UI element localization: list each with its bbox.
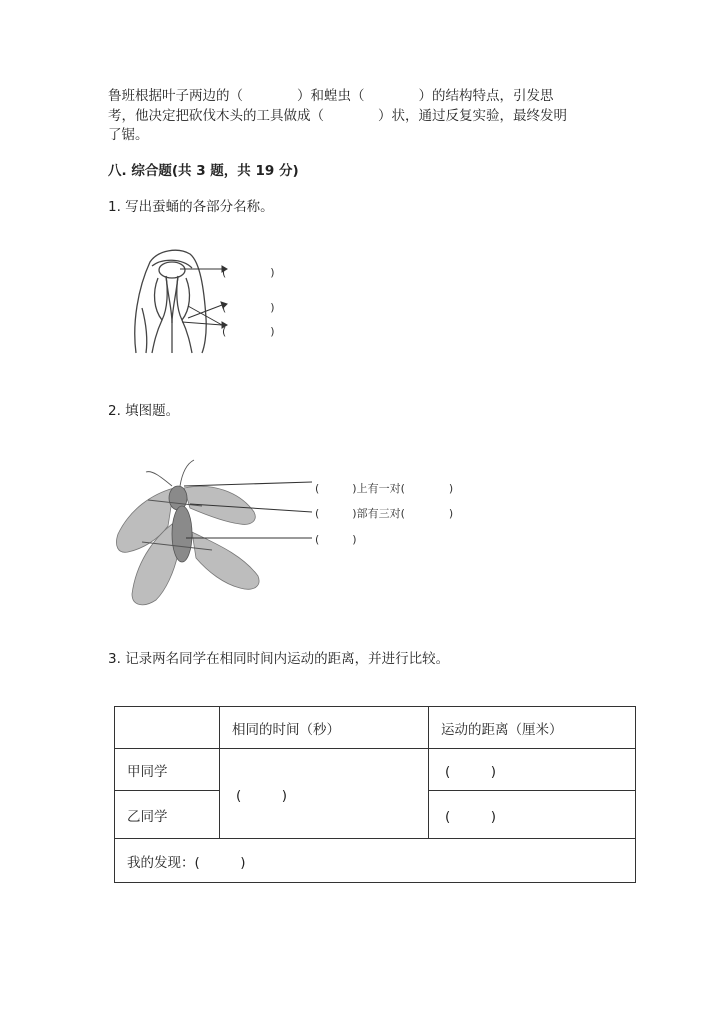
moth-illustration: [112, 454, 312, 614]
intro-line-3: 了锯。: [108, 127, 149, 143]
student-a-name: 甲同学: [115, 749, 220, 791]
distance-record-table: [114, 706, 636, 883]
intro-line-1: 鲁班根据叶子两边的（ ）和蝗虫（ ）的结构特点，引发思: [108, 88, 554, 104]
table-header-blank: [115, 707, 220, 749]
q1-blank-1[interactable]: ( ): [222, 266, 275, 279]
table-header-time: 相同的时间（秒）: [220, 707, 429, 749]
finding-row[interactable]: 我的发现：( ): [115, 839, 636, 883]
student-b-name: 乙同学: [115, 791, 220, 839]
q2-label-1[interactable]: ( )上有一对( ): [315, 482, 454, 495]
q3-prompt: 3. 记录两名同学在相同时间内运动的距离，并进行比较。: [108, 651, 450, 667]
q1-blank-3[interactable]: ( ): [222, 325, 275, 338]
student-b-distance-blank[interactable]: ( ): [429, 791, 636, 839]
q2-label-3[interactable]: ( ): [315, 533, 357, 546]
q1-prompt: 1. 写出蚕蛹的各部分名称。: [108, 199, 274, 215]
q2-label-2[interactable]: ( )部有三对( ): [315, 507, 454, 520]
table-row: [115, 749, 636, 791]
section-heading: 八. 综合题(共 3 题，共 19 分): [108, 163, 299, 179]
intro-line-2: 考，他决定把砍伐木头的工具做成（ ）状，通过反复实验，最终发明: [108, 108, 567, 124]
table-header-distance: 运动的距离（厘米）: [429, 707, 636, 749]
q1-blank-2[interactable]: ( ): [222, 301, 275, 314]
pupa-illustration: [128, 248, 228, 358]
q2-prompt: 2. 填图题。: [108, 403, 180, 419]
student-a-distance-blank[interactable]: ( ): [429, 749, 636, 791]
shared-time-blank[interactable]: ( ): [220, 749, 429, 839]
